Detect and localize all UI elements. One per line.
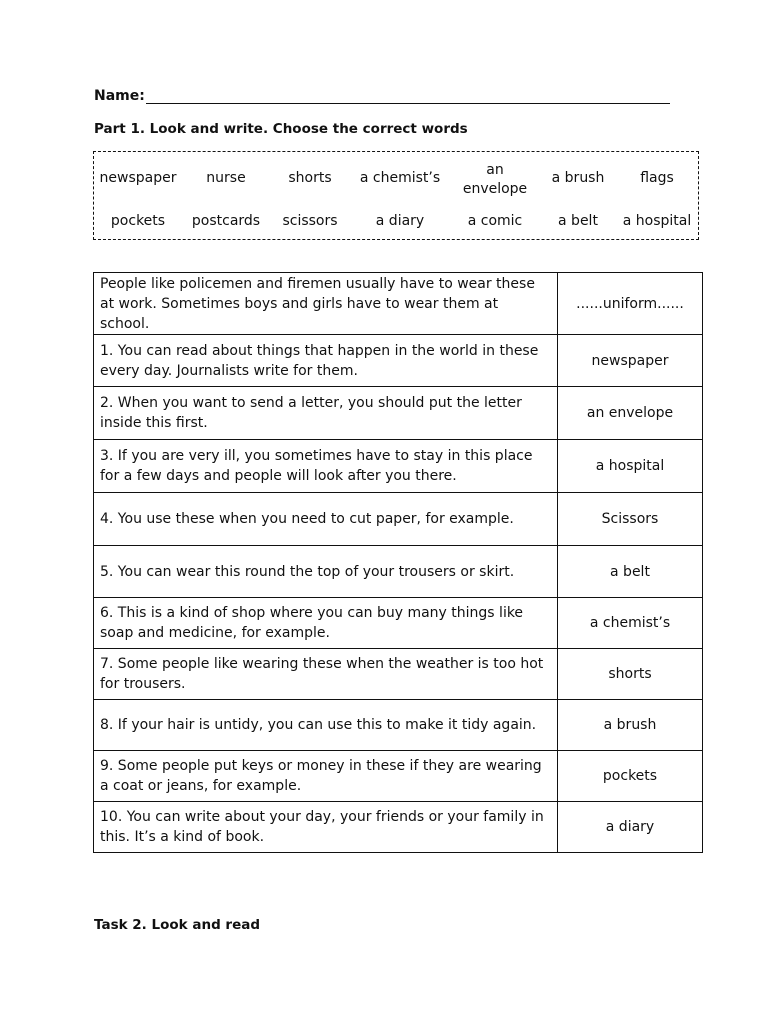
word-bank-item: a chemist’s bbox=[359, 169, 441, 186]
questions-table bbox=[93, 272, 703, 853]
name-field bbox=[94, 88, 670, 104]
name-label: Name: bbox=[94, 88, 145, 104]
word-bank-item: a brush bbox=[551, 169, 605, 186]
name-blank-line[interactable] bbox=[146, 89, 670, 104]
word-bank-item: a belt bbox=[558, 213, 598, 229]
word-bank-item: newspaper bbox=[99, 169, 177, 186]
question-text: 5. You can wear this round the top of your trousers or skirt. bbox=[94, 546, 558, 598]
question-text: 3. If you are very ill, you sometimes have to stay in this place for a few days and people will look after you there. bbox=[94, 440, 558, 493]
table-row bbox=[94, 335, 703, 387]
word-bank-item: a diary bbox=[375, 213, 425, 229]
answer-cell[interactable]: a diary bbox=[558, 802, 703, 853]
table-row bbox=[94, 802, 703, 853]
table-row bbox=[94, 387, 703, 440]
question-text: 9. Some people put keys or money in these if they are wearing a coat or jeans, for example. bbox=[94, 751, 558, 802]
question-text: 6. This is a kind of shop where you can buy many things like soap and medicine, for example. bbox=[94, 598, 558, 649]
table-row bbox=[94, 440, 703, 493]
question-text: 1. You can read about things that happen in the world in these every day. Journalists write for them. bbox=[94, 335, 558, 387]
table-row bbox=[94, 649, 703, 700]
answer-cell[interactable]: newspaper bbox=[558, 335, 703, 387]
question-text: 2. When you want to send a letter, you should put the letter inside this first. bbox=[94, 387, 558, 440]
word-bank-item: an envelope bbox=[462, 162, 528, 197]
table-row bbox=[94, 493, 703, 546]
answer-cell[interactable]: a hospital bbox=[558, 440, 703, 493]
question-text: People like policemen and firemen usually have to wear these at work. Sometimes boys and girls have to wear them at school. bbox=[94, 273, 558, 335]
word-bank-item: a hospital bbox=[622, 213, 692, 229]
answer-cell[interactable]: shorts bbox=[558, 649, 703, 700]
table-row bbox=[94, 273, 703, 335]
table-row bbox=[94, 546, 703, 598]
answer-cell[interactable]: a belt bbox=[558, 546, 703, 598]
answer-cell[interactable]: Scissors bbox=[558, 493, 703, 546]
part-1-title: Part 1. Look and write. Choose the correct words bbox=[94, 121, 468, 137]
table-row bbox=[94, 751, 703, 802]
word-bank-item: scissors bbox=[282, 213, 338, 229]
answer-cell[interactable]: an envelope bbox=[558, 387, 703, 440]
word-bank-row-2 bbox=[94, 204, 698, 239]
word-bank-item: a comic bbox=[467, 213, 523, 229]
word-bank-item: shorts bbox=[288, 169, 332, 186]
word-bank-item: pockets bbox=[110, 213, 166, 229]
question-text: 10. You can write about your day, your friends or your family in this. It’s a kind of book. bbox=[94, 802, 558, 853]
task-2-title: Task 2. Look and read bbox=[94, 917, 261, 933]
word-bank-item: flags bbox=[640, 169, 674, 186]
table-row bbox=[94, 700, 703, 751]
answer-cell[interactable]: a brush bbox=[558, 700, 703, 751]
word-bank-item: postcards bbox=[191, 213, 261, 229]
word-bank bbox=[93, 151, 699, 240]
table-row bbox=[94, 598, 703, 649]
question-text: 7. Some people like wearing these when the weather is too hot for trousers. bbox=[94, 649, 558, 700]
word-bank-item: nurse bbox=[206, 169, 246, 186]
answer-cell[interactable]: ......uniform...... bbox=[558, 273, 703, 335]
question-text: 4. You use these when you need to cut paper, for example. bbox=[94, 493, 558, 546]
answer-cell[interactable]: a chemist’s bbox=[558, 598, 703, 649]
word-bank-row-1 bbox=[94, 152, 698, 204]
answer-cell[interactable]: pockets bbox=[558, 751, 703, 802]
question-text: 8. If your hair is untidy, you can use this to make it tidy again. bbox=[94, 700, 558, 751]
